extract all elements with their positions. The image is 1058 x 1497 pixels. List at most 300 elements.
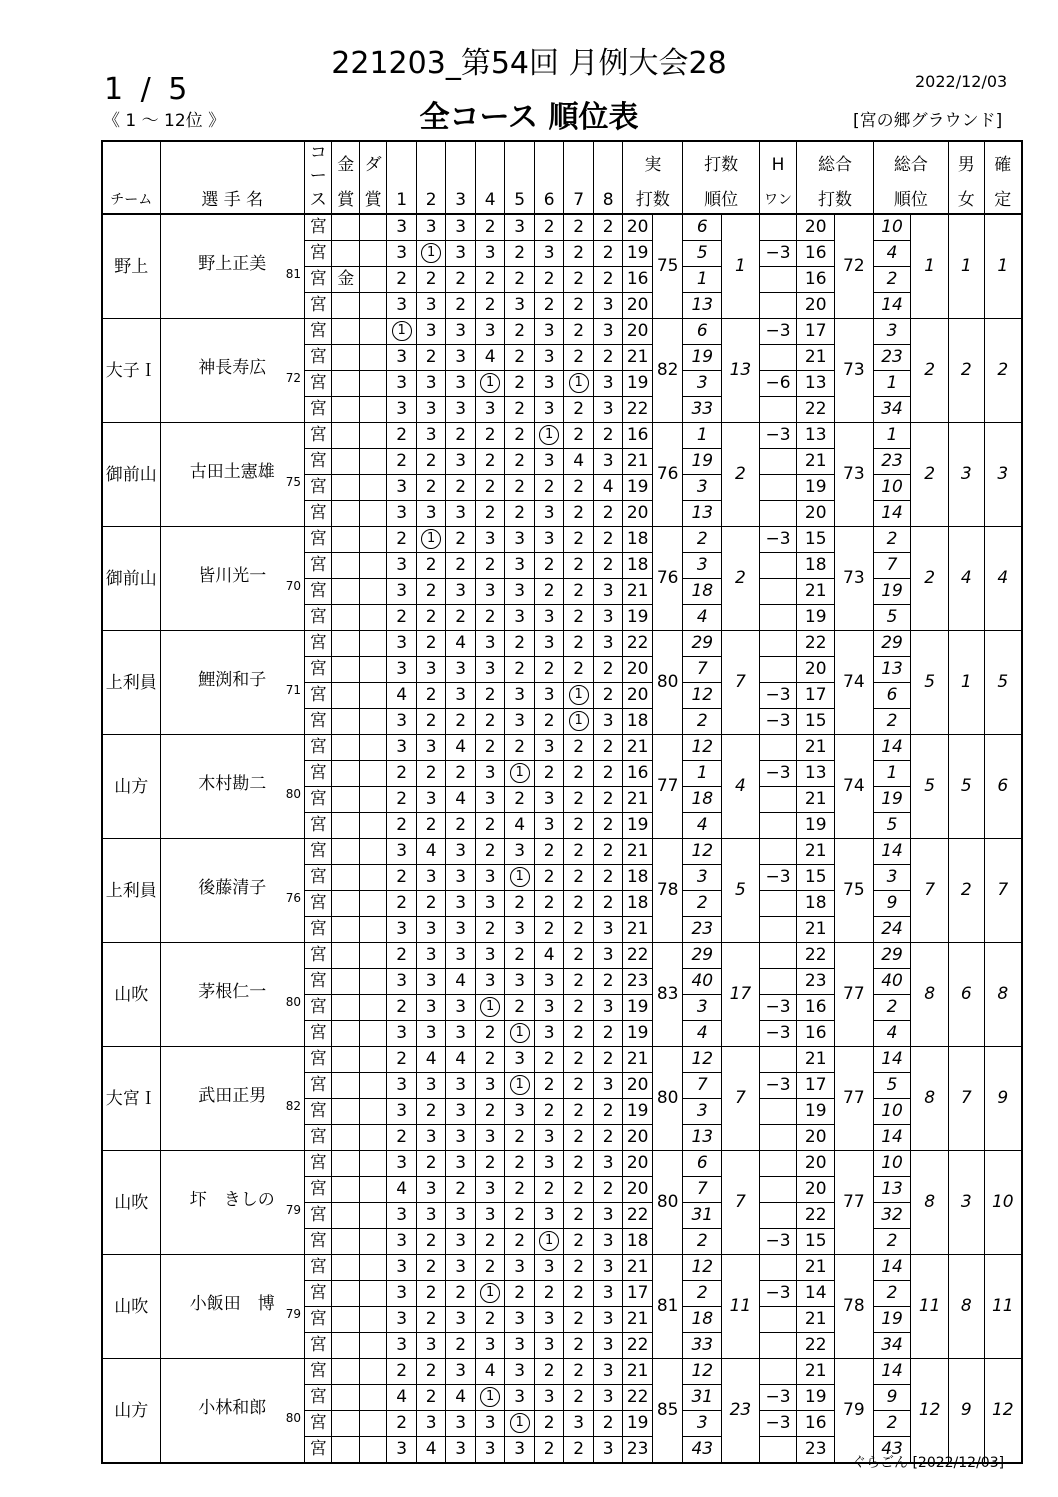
hole-score: 2 bbox=[475, 1021, 505, 1047]
hole-score: 2 bbox=[387, 813, 417, 839]
hole-score: 2 bbox=[505, 1125, 535, 1151]
round-strokes: 23 bbox=[623, 1437, 653, 1464]
hole-in-one-adj: −3 bbox=[759, 527, 797, 553]
actual-strokes: 80 bbox=[652, 631, 683, 735]
course: 宮 bbox=[305, 891, 332, 917]
col-player: 選 手 名 bbox=[160, 188, 305, 214]
course: 宮 bbox=[305, 1151, 332, 1177]
player-name bbox=[160, 214, 305, 319]
course: 宮 bbox=[305, 631, 332, 657]
course: 宮 bbox=[305, 241, 332, 267]
hole-in-one-adj: −3 bbox=[759, 683, 797, 709]
player-name bbox=[160, 1151, 305, 1255]
hole-in-one-adj: −3 bbox=[759, 1021, 797, 1047]
hole-score: 3 bbox=[446, 917, 476, 943]
hole-score bbox=[505, 761, 535, 787]
hole-score: 2 bbox=[475, 449, 505, 475]
round-rank: 33 bbox=[683, 1333, 722, 1359]
hole-score: 2 bbox=[564, 527, 594, 553]
da-prize bbox=[359, 1125, 386, 1151]
hole-score: 3 bbox=[534, 631, 564, 657]
round-rank: 12 bbox=[683, 683, 722, 709]
actual-strokes: 81 bbox=[652, 1255, 683, 1359]
hole-score: 3 bbox=[534, 1307, 564, 1333]
round-strokes: 21 bbox=[623, 1307, 653, 1333]
hole-score: 2 bbox=[593, 891, 623, 917]
hole-score: 2 bbox=[475, 813, 505, 839]
hole-score: 3 bbox=[593, 1281, 623, 1307]
table-row bbox=[102, 527, 1022, 553]
round-total-rank: 34 bbox=[873, 1333, 911, 1359]
gender-rank: 6 bbox=[948, 943, 984, 1047]
gold-prize bbox=[332, 943, 359, 969]
actual-strokes: 75 bbox=[652, 214, 683, 319]
hole-score: 3 bbox=[387, 631, 417, 657]
round-rank: 6 bbox=[683, 1151, 722, 1177]
final-rank: 2 bbox=[984, 319, 1022, 423]
gold-prize: 金 bbox=[332, 267, 359, 293]
round-strokes: 23 bbox=[623, 969, 653, 995]
da-prize bbox=[359, 501, 386, 527]
hole-score: 3 bbox=[534, 1021, 564, 1047]
round-total-rank: 5 bbox=[873, 605, 911, 631]
da-prize bbox=[359, 1151, 386, 1177]
hole-score: 3 bbox=[416, 735, 446, 761]
hole-in-one-adj bbox=[759, 1255, 797, 1281]
round-total-rank: 19 bbox=[873, 579, 911, 605]
hole-score: 4 bbox=[387, 1385, 417, 1411]
hole-score: 2 bbox=[564, 1021, 594, 1047]
team-name: 山方 bbox=[102, 735, 160, 839]
round-total-rank: 13 bbox=[873, 1177, 911, 1203]
hole-score: 2 bbox=[534, 1359, 564, 1385]
gold-prize bbox=[332, 579, 359, 605]
hole-score: 3 bbox=[534, 241, 564, 267]
hole-score: 2 bbox=[564, 501, 594, 527]
round-strokes: 18 bbox=[623, 891, 653, 917]
round-rank: 43 bbox=[683, 1437, 722, 1464]
hole-score: 3 bbox=[475, 319, 505, 345]
round-total-rank: 43 bbox=[873, 1437, 911, 1464]
hole-score: 3 bbox=[446, 1021, 476, 1047]
hole-score: 2 bbox=[564, 631, 594, 657]
hole-score: 2 bbox=[387, 1359, 417, 1385]
round-total: 19 bbox=[797, 813, 835, 839]
team-name: 山吹 bbox=[102, 1255, 160, 1359]
hole-score: 3 bbox=[593, 709, 623, 735]
hole-in-one-adj bbox=[759, 943, 797, 969]
round-total: 16 bbox=[797, 241, 835, 267]
course: 宮 bbox=[305, 214, 332, 241]
hole-score: 2 bbox=[564, 813, 594, 839]
round-total-rank: 10 bbox=[873, 475, 911, 501]
hole-score: 3 bbox=[446, 657, 476, 683]
gold-prize bbox=[332, 1255, 359, 1281]
hole-score: 2 bbox=[564, 214, 594, 241]
hole-score: 2 bbox=[387, 605, 417, 631]
hole-score: 4 bbox=[593, 475, 623, 501]
hole-in-one-mark: 1 bbox=[539, 1231, 559, 1251]
hole-in-one-adj bbox=[759, 397, 797, 423]
handicap: 76 bbox=[285, 891, 301, 905]
table-row bbox=[102, 943, 1022, 969]
round-total-rank: 4 bbox=[873, 1021, 911, 1047]
hole-score: 3 bbox=[475, 865, 505, 891]
col-gender: 男 bbox=[948, 141, 984, 188]
hole-score: 2 bbox=[564, 1099, 594, 1125]
player-name bbox=[160, 735, 305, 839]
round-total: 21 bbox=[797, 1359, 835, 1385]
hole-score: 3 bbox=[446, 943, 476, 969]
hole-score: 3 bbox=[505, 1255, 535, 1281]
hole-score: 2 bbox=[534, 839, 564, 865]
player-name-text: 皆川光一 bbox=[198, 566, 267, 586]
final-rank: 11 bbox=[984, 1255, 1022, 1359]
hole-score: 3 bbox=[446, 1359, 476, 1385]
da-prize bbox=[359, 449, 386, 475]
team-name: 野上 bbox=[102, 214, 160, 319]
round-rank: 19 bbox=[683, 449, 722, 475]
hole-score: 4 bbox=[446, 1385, 476, 1411]
hole-score: 2 bbox=[416, 1281, 446, 1307]
hole-in-one-mark: 1 bbox=[510, 763, 530, 783]
round-total: 17 bbox=[797, 1073, 835, 1099]
gold-prize bbox=[332, 1437, 359, 1464]
da-prize bbox=[359, 657, 386, 683]
hole-score: 3 bbox=[534, 683, 564, 709]
round-strokes: 22 bbox=[623, 1333, 653, 1359]
hole-score: 3 bbox=[416, 787, 446, 813]
course: 宮 bbox=[305, 1099, 332, 1125]
hole-score: 2 bbox=[534, 267, 564, 293]
hole-score: 3 bbox=[387, 553, 417, 579]
total-strokes: 74 bbox=[835, 631, 874, 735]
rank-range: 《 1 ～ 12位 》 bbox=[103, 111, 226, 131]
hole-in-one-mark: 1 bbox=[392, 321, 412, 341]
gold-prize bbox=[332, 1047, 359, 1073]
round-rank: 18 bbox=[683, 787, 722, 813]
course: 宮 bbox=[305, 917, 332, 943]
hole-score: 2 bbox=[593, 865, 623, 891]
hole-score: 2 bbox=[416, 579, 446, 605]
table-body bbox=[102, 214, 1022, 1463]
hole-score: 3 bbox=[446, 241, 476, 267]
team-name: 上利員 bbox=[102, 839, 160, 943]
round-total-rank: 14 bbox=[873, 501, 911, 527]
hole-score: 4 bbox=[475, 1359, 505, 1385]
round-rank: 13 bbox=[683, 501, 722, 527]
hole-in-one-adj bbox=[759, 293, 797, 319]
final-rank: 3 bbox=[984, 423, 1022, 527]
hole-score: 2 bbox=[564, 995, 594, 1021]
col-gender-b: 女 bbox=[948, 188, 984, 214]
hole-score: 3 bbox=[593, 1229, 623, 1255]
round-rank: 12 bbox=[683, 1047, 722, 1073]
strokes-rank: 2 bbox=[722, 527, 760, 631]
round-rank: 19 bbox=[683, 345, 722, 371]
hole-score: 3 bbox=[475, 527, 505, 553]
hole-score: 4 bbox=[446, 1047, 476, 1073]
hole-score: 2 bbox=[564, 1229, 594, 1255]
gender-rank: 9 bbox=[948, 1359, 984, 1464]
hole-score: 3 bbox=[505, 293, 535, 319]
hole-score: 3 bbox=[505, 839, 535, 865]
da-prize bbox=[359, 267, 386, 293]
col-actual: 実 bbox=[623, 141, 683, 188]
hole-score: 2 bbox=[387, 527, 417, 553]
hole-score: 3 bbox=[475, 787, 505, 813]
hole-in-one-mark: 1 bbox=[510, 1023, 530, 1043]
total-rank: 12 bbox=[911, 1359, 949, 1464]
hole-in-one-adj: −3 bbox=[759, 319, 797, 345]
hole-score: 3 bbox=[505, 214, 535, 241]
round-rank: 12 bbox=[683, 1255, 722, 1281]
hole-score: 2 bbox=[505, 449, 535, 475]
hole-score: 2 bbox=[475, 475, 505, 501]
hole-score: 3 bbox=[387, 345, 417, 371]
hole-score: 2 bbox=[446, 1333, 476, 1359]
hole-score: 2 bbox=[564, 579, 594, 605]
hole-score: 2 bbox=[593, 553, 623, 579]
round-total-rank: 23 bbox=[873, 449, 911, 475]
table-row bbox=[102, 839, 1022, 865]
hole-score: 4 bbox=[534, 943, 564, 969]
hole-score: 2 bbox=[505, 631, 535, 657]
final-rank: 8 bbox=[984, 943, 1022, 1047]
hole-score: 3 bbox=[593, 579, 623, 605]
hole-in-one-adj bbox=[759, 1125, 797, 1151]
round-rank: 18 bbox=[683, 579, 722, 605]
hole-score: 3 bbox=[475, 1203, 505, 1229]
hole-score: 3 bbox=[475, 943, 505, 969]
hole-score: 2 bbox=[416, 709, 446, 735]
course: 宮 bbox=[305, 709, 332, 735]
table-row bbox=[102, 1255, 1022, 1281]
gold-prize bbox=[332, 917, 359, 943]
da-prize bbox=[359, 709, 386, 735]
handicap: 81 bbox=[285, 267, 301, 281]
round-rank: 3 bbox=[683, 995, 722, 1021]
round-strokes: 20 bbox=[623, 683, 653, 709]
hole-score: 3 bbox=[534, 995, 564, 1021]
hole-score: 3 bbox=[387, 917, 417, 943]
hole-score: 3 bbox=[505, 1333, 535, 1359]
strokes-rank: 1 bbox=[722, 214, 760, 319]
hole-score: 2 bbox=[446, 267, 476, 293]
col-team-top bbox=[102, 141, 160, 188]
table-row bbox=[102, 1359, 1022, 1385]
hole-score: 2 bbox=[446, 1281, 476, 1307]
handicap: 72 bbox=[285, 371, 301, 385]
da-prize bbox=[359, 1255, 386, 1281]
round-total: 20 bbox=[797, 501, 835, 527]
course: 宮 bbox=[305, 1281, 332, 1307]
hole-score: 4 bbox=[446, 787, 476, 813]
team-name: 御前山 bbox=[102, 423, 160, 527]
hole-score: 2 bbox=[593, 839, 623, 865]
col-gold: 金 bbox=[332, 141, 359, 188]
round-rank: 5 bbox=[683, 241, 722, 267]
round-strokes: 18 bbox=[623, 709, 653, 735]
hole-in-one-adj: −3 bbox=[759, 1411, 797, 1437]
hole-score: 2 bbox=[387, 1411, 417, 1437]
hole-score: 2 bbox=[534, 475, 564, 501]
hole-score: 2 bbox=[564, 839, 594, 865]
hole-score: 3 bbox=[387, 657, 417, 683]
hole-score: 3 bbox=[446, 579, 476, 605]
round-total: 19 bbox=[797, 1099, 835, 1125]
hole-score: 3 bbox=[387, 1021, 417, 1047]
gold-prize bbox=[332, 1021, 359, 1047]
hole-score: 3 bbox=[593, 1255, 623, 1281]
course: 宮 bbox=[305, 1333, 332, 1359]
table-row bbox=[102, 735, 1022, 761]
hole-score: 3 bbox=[387, 1099, 417, 1125]
hole-score: 2 bbox=[564, 475, 594, 501]
round-rank: 12 bbox=[683, 839, 722, 865]
round-total-rank: 2 bbox=[873, 709, 911, 735]
round-strokes: 21 bbox=[623, 917, 653, 943]
hole-in-one-mark: 1 bbox=[569, 373, 589, 393]
player-name bbox=[160, 1359, 305, 1464]
hole-score: 3 bbox=[387, 1437, 417, 1464]
course: 宮 bbox=[305, 943, 332, 969]
hole-score: 3 bbox=[446, 501, 476, 527]
round-total-rank: 14 bbox=[873, 293, 911, 319]
hole-score: 3 bbox=[534, 1125, 564, 1151]
handicap: 80 bbox=[285, 1411, 301, 1425]
round-total-rank: 9 bbox=[873, 891, 911, 917]
gold-prize bbox=[332, 813, 359, 839]
round-strokes: 16 bbox=[623, 761, 653, 787]
round-total: 21 bbox=[797, 787, 835, 813]
gold-prize bbox=[332, 995, 359, 1021]
hole-score: 3 bbox=[416, 995, 446, 1021]
hole-score: 3 bbox=[387, 371, 417, 397]
hole-score: 3 bbox=[593, 995, 623, 1021]
gender-rank: 2 bbox=[948, 319, 984, 423]
total-strokes: 72 bbox=[835, 214, 874, 319]
hole-score: 2 bbox=[564, 1359, 594, 1385]
round-strokes: 21 bbox=[623, 579, 653, 605]
player-name-text: 野上正美 bbox=[198, 254, 267, 274]
hole-score: 2 bbox=[534, 293, 564, 319]
gold-prize bbox=[332, 709, 359, 735]
round-strokes: 20 bbox=[623, 1177, 653, 1203]
hole-score: 2 bbox=[475, 423, 505, 449]
gold-prize bbox=[332, 891, 359, 917]
hole-score: 4 bbox=[387, 1177, 417, 1203]
hole-score: 2 bbox=[534, 865, 564, 891]
hole-score: 2 bbox=[505, 735, 535, 761]
hole-score: 3 bbox=[593, 1333, 623, 1359]
hole-in-one-mark: 1 bbox=[421, 243, 441, 263]
hole-score: 2 bbox=[416, 345, 446, 371]
hole-score: 3 bbox=[416, 1073, 446, 1099]
hole-score: 2 bbox=[534, 1177, 564, 1203]
round-strokes: 18 bbox=[623, 527, 653, 553]
hole-score: 2 bbox=[534, 1047, 564, 1073]
hole-score: 3 bbox=[534, 345, 564, 371]
hole-score: 3 bbox=[416, 319, 446, 345]
course: 宮 bbox=[305, 1307, 332, 1333]
round-total-rank: 19 bbox=[873, 1307, 911, 1333]
hole-score: 2 bbox=[416, 1229, 446, 1255]
round-total-rank: 13 bbox=[873, 657, 911, 683]
page-title: 221203_第54回 月例大会28 bbox=[331, 46, 727, 81]
actual-strokes: 83 bbox=[652, 943, 683, 1047]
hole-score: 2 bbox=[446, 527, 476, 553]
hole-score: 2 bbox=[446, 475, 476, 501]
hole-score: 2 bbox=[387, 787, 417, 813]
col-team: チーム bbox=[102, 188, 160, 214]
handicap: 79 bbox=[285, 1307, 301, 1321]
hole-in-one-adj bbox=[759, 501, 797, 527]
course: 宮 bbox=[305, 501, 332, 527]
hole-score: 2 bbox=[387, 995, 417, 1021]
hole-score: 3 bbox=[475, 1073, 505, 1099]
hole-score: 2 bbox=[505, 891, 535, 917]
player-name-text: 小林和郎 bbox=[198, 1398, 267, 1418]
course: 宮 bbox=[305, 1203, 332, 1229]
hole-score: 2 bbox=[505, 1177, 535, 1203]
hole-score: 3 bbox=[505, 917, 535, 943]
hole-score: 3 bbox=[593, 605, 623, 631]
hole-in-one-mark: 1 bbox=[510, 1075, 530, 1095]
hole-score: 2 bbox=[475, 214, 505, 241]
round-total-rank: 10 bbox=[873, 1099, 911, 1125]
final-rank: 9 bbox=[984, 1047, 1022, 1151]
hole-score: 3 bbox=[446, 1099, 476, 1125]
hole-score: 2 bbox=[475, 683, 505, 709]
hole-score: 3 bbox=[416, 1203, 446, 1229]
round-total-rank: 14 bbox=[873, 735, 911, 761]
table-row bbox=[102, 1047, 1022, 1073]
hole-score: 2 bbox=[416, 1385, 446, 1411]
hole-score: 3 bbox=[446, 865, 476, 891]
hole-score: 2 bbox=[534, 891, 564, 917]
course: 宮 bbox=[305, 813, 332, 839]
actual-strokes: 76 bbox=[652, 423, 683, 527]
gold-prize bbox=[332, 214, 359, 241]
hole-score: 2 bbox=[475, 267, 505, 293]
hole-score: 2 bbox=[534, 553, 564, 579]
hole-score: 2 bbox=[505, 657, 535, 683]
round-total-rank: 1 bbox=[873, 761, 911, 787]
hole-in-one-adj bbox=[759, 787, 797, 813]
hole-in-one-adj bbox=[759, 553, 797, 579]
final-rank: 12 bbox=[984, 1359, 1022, 1464]
hole-score bbox=[505, 1021, 535, 1047]
da-prize bbox=[359, 787, 386, 813]
hole-score: 3 bbox=[475, 761, 505, 787]
gold-prize bbox=[332, 761, 359, 787]
hole-score: 2 bbox=[446, 709, 476, 735]
hole-score: 2 bbox=[505, 1229, 535, 1255]
total-rank: 8 bbox=[911, 1047, 949, 1151]
gender-rank: 5 bbox=[948, 735, 984, 839]
hole-score: 3 bbox=[387, 709, 417, 735]
table-header bbox=[102, 141, 1022, 214]
hole-in-one-adj bbox=[759, 917, 797, 943]
page-number: 1 / 5 bbox=[104, 72, 192, 107]
hole-score: 3 bbox=[416, 397, 446, 423]
hole-in-one-adj: −6 bbox=[759, 371, 797, 397]
course: 宮 bbox=[305, 735, 332, 761]
gold-prize bbox=[332, 475, 359, 501]
col-hole-1: 1 bbox=[387, 188, 417, 214]
course: 宮 bbox=[305, 787, 332, 813]
